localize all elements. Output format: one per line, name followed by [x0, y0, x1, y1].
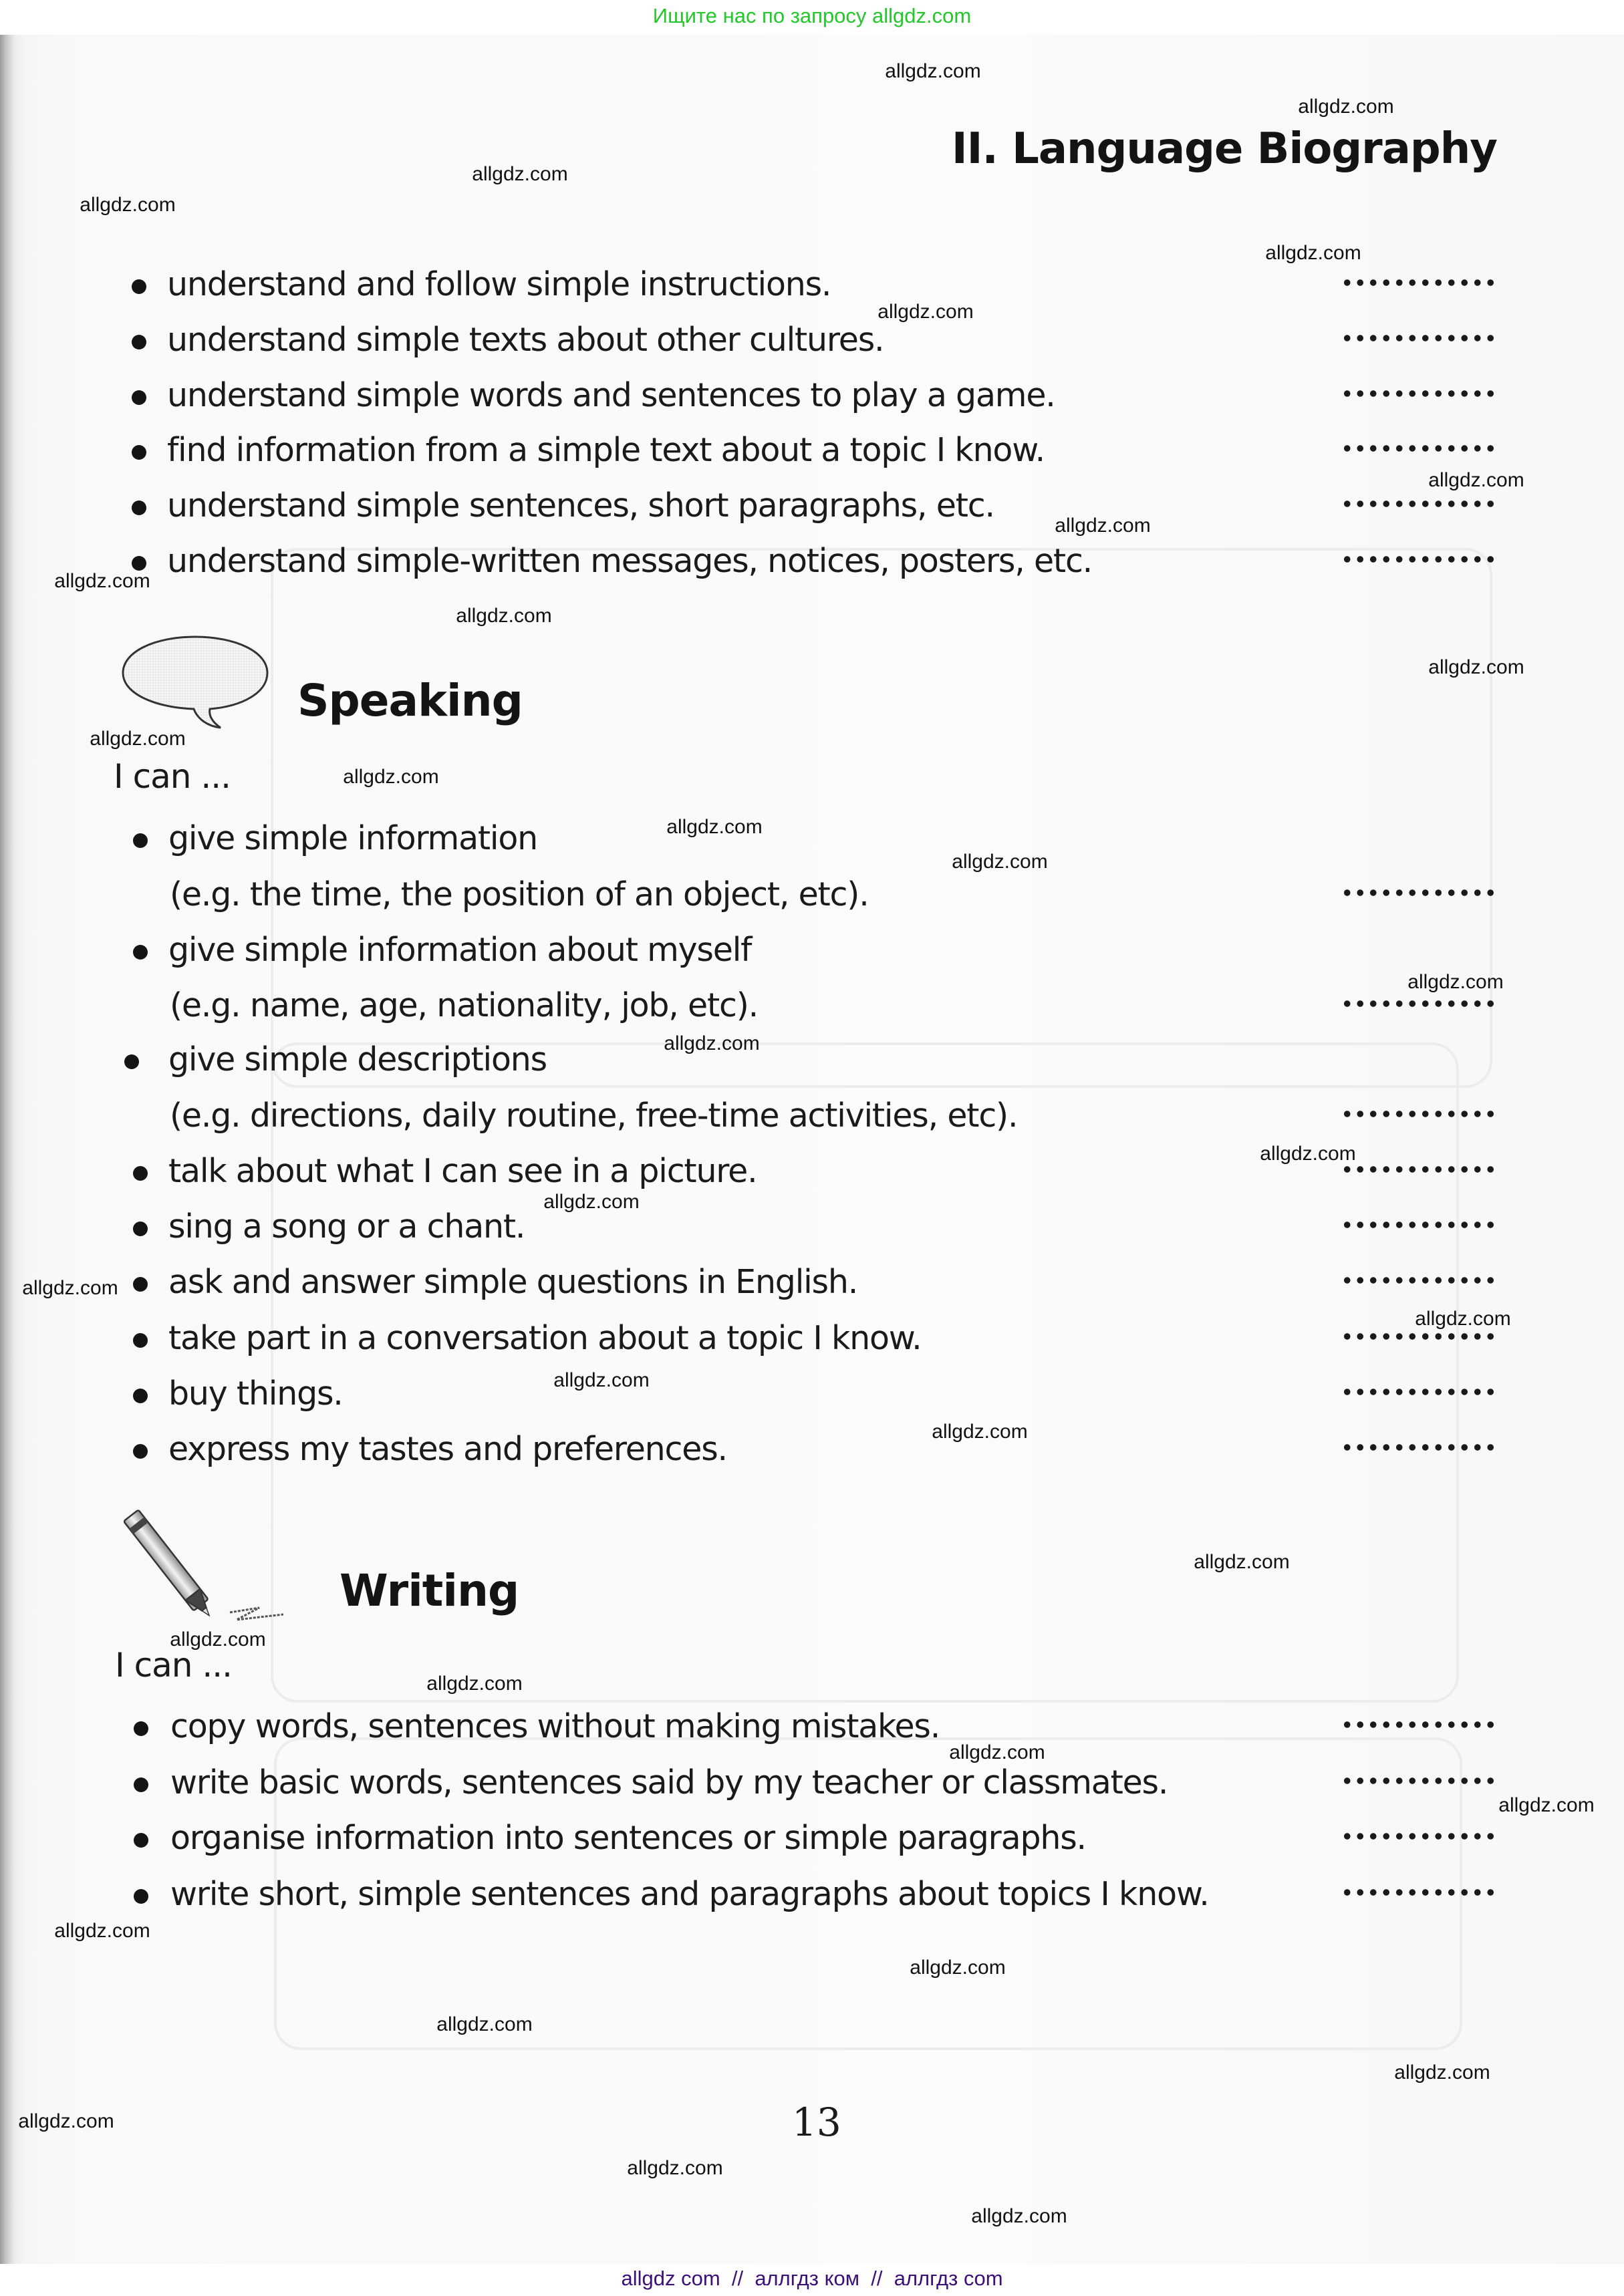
item-text: understand simple sentences, short paragraphs, etc.: [167, 486, 994, 525]
rating-blank[interactable]: [1341, 1776, 1497, 1785]
bullet: [134, 1833, 148, 1848]
writing-intro: I can ...: [115, 1646, 233, 1685]
watermark: allgdz.com: [1260, 1143, 1356, 1165]
bullet: [132, 500, 146, 515]
list-item: [0, 1262, 1624, 1302]
rating-blank[interactable]: [1341, 278, 1497, 287]
bullet: [133, 1444, 148, 1459]
list-item: [0, 430, 1624, 470]
speaking-intro: I can ...: [114, 757, 231, 796]
rating-blank[interactable]: [1341, 1165, 1497, 1174]
list-item: [0, 819, 1624, 859]
bottom-banner: [0, 2264, 1624, 2296]
bullet: [124, 1054, 139, 1069]
watermark: allgdz.com: [80, 194, 176, 216]
list-item: [0, 1151, 1624, 1191]
item-example: (e.g. name, age, nationality, job, etc).: [170, 986, 759, 1024]
watermark: allgdz.com: [170, 1628, 266, 1651]
watermark: allgdz.com: [543, 1191, 640, 1213]
list-item: [0, 1318, 1624, 1358]
bullet: [133, 1333, 148, 1348]
item-text: find information from a simple text about a topic I know.: [167, 431, 1045, 469]
bullet: [133, 945, 148, 960]
watermark: allgdz.com: [553, 1369, 650, 1391]
list-item: [0, 541, 1624, 581]
rating-blank[interactable]: [1341, 1832, 1497, 1841]
watermark: allgdz.com: [949, 1741, 1045, 1763]
bullet: [133, 1222, 148, 1236]
rating-blank[interactable]: [1341, 999, 1497, 1008]
speaking-heading: Speaking: [297, 675, 523, 726]
bullet: [132, 390, 146, 405]
item-text: understand simple words and sentences to play a game.: [167, 376, 1055, 414]
watermark: allgdz.com: [1194, 1551, 1290, 1573]
list-item: [0, 1818, 1624, 1858]
rating-blank[interactable]: [1341, 499, 1497, 509]
watermark: allgdz.com: [1055, 515, 1151, 537]
item-text: give simple information: [168, 819, 537, 857]
item-text: understand and follow simple instructions.: [167, 265, 831, 303]
item-text: write basic words, sentences said by my teacher or classmates.: [170, 1763, 1168, 1802]
watermark: allgdz.com: [1415, 1308, 1511, 1330]
list-item: [0, 1207, 1624, 1247]
rating-blank[interactable]: [1341, 389, 1497, 398]
item-text: sing a song or a chant.: [168, 1207, 525, 1246]
watermark: allgdz.com: [90, 728, 186, 750]
page-number: 13: [792, 2100, 841, 2145]
item-text: understand simple texts about other cultures.: [167, 321, 884, 359]
top-banner-text: Ищите нас по запросу allgdz.com: [652, 4, 972, 27]
watermark: allgdz.com: [456, 605, 552, 627]
item-text: ask and answer simple questions in English.: [168, 1263, 858, 1301]
bullet: [132, 556, 146, 571]
bottom-banner-text[interactable]: allgdz com // аллгдз ком // аллгдз com: [621, 2267, 1003, 2290]
rating-blank[interactable]: [1341, 888, 1497, 897]
list-item: [0, 1374, 1624, 1414]
watermark: allgdz.com: [664, 1032, 760, 1054]
page-title: II. Language Biography: [951, 124, 1497, 174]
writing-heading: Writing: [340, 1565, 519, 1616]
list-item-example: [0, 1096, 1624, 1136]
watermark: allgdz.com: [885, 60, 981, 82]
pencil-icon: [118, 1502, 291, 1626]
watermark: allgdz.com: [1265, 242, 1361, 264]
rating-blank[interactable]: [1341, 1387, 1497, 1397]
list-item: [0, 1707, 1624, 1747]
item-text: give simple descriptions: [168, 1040, 547, 1079]
watermark: allgdz.com: [18, 2110, 114, 2132]
watermark: allgdz.com: [1428, 656, 1524, 678]
item-text: talk about what I can see in a picture.: [168, 1152, 757, 1190]
watermark: allgdz.com: [1394, 2061, 1490, 2084]
list-item: [0, 1874, 1624, 1914]
item-text: buy things.: [168, 1375, 343, 1413]
rating-blank[interactable]: [1341, 1720, 1497, 1729]
list-item-example: [0, 986, 1624, 1026]
list-item: [0, 1429, 1624, 1469]
rating-blank[interactable]: [1341, 444, 1497, 453]
watermark: allgdz.com: [1407, 971, 1504, 993]
rating-blank[interactable]: [1341, 1443, 1497, 1452]
speech-bubble-icon: [115, 631, 275, 732]
rating-blank[interactable]: [1341, 1276, 1497, 1285]
list-item: [0, 930, 1624, 970]
watermark: allgdz.com: [426, 1673, 523, 1695]
watermark: allgdz.com: [54, 570, 150, 592]
item-text: copy words, sentences without making mistakes.: [170, 1707, 940, 1745]
watermark: allgdz.com: [343, 766, 439, 788]
bullet: [133, 833, 148, 848]
list-item: [0, 486, 1624, 526]
bullet: [133, 1389, 148, 1403]
bullet: [132, 279, 146, 294]
item-text: write short, simple sentences and paragraphs about topics I know.: [170, 1875, 1209, 1913]
rating-blank[interactable]: [1341, 1888, 1497, 1897]
bullet: [134, 1777, 148, 1792]
item-example: (e.g. the time, the position of an object, etc).: [170, 875, 869, 913]
rating-blank[interactable]: [1341, 1109, 1497, 1119]
watermark: allgdz.com: [436, 2013, 533, 2035]
watermark: allgdz.com: [1298, 96, 1394, 118]
bullet: [132, 445, 146, 460]
watermark: allgdz.com: [22, 1277, 118, 1299]
bullet: [133, 1277, 148, 1292]
list-item: [0, 1040, 1624, 1080]
list-item: [0, 320, 1624, 360]
top-banner: [0, 0, 1624, 35]
watermark: allgdz.com: [877, 301, 974, 323]
rating-blank[interactable]: [1341, 333, 1497, 343]
watermark: allgdz.com: [932, 1421, 1028, 1443]
bullet: [132, 335, 146, 349]
watermark: allgdz.com: [971, 2205, 1067, 2227]
watermark: allgdz.com: [952, 851, 1048, 873]
list-item: [0, 265, 1624, 305]
item-example: (e.g. directions, daily routine, free-time activities, etc).: [170, 1097, 1018, 1135]
bullet: [133, 1166, 148, 1181]
item-text: understand simple-written messages, notices, posters, etc.: [167, 542, 1093, 580]
watermark: allgdz.com: [1428, 469, 1524, 491]
bullet: [134, 1889, 148, 1904]
watermark: allgdz.com: [627, 2157, 723, 2179]
list-item: [0, 376, 1624, 416]
item-text: organise information into sentences or simple paragraphs.: [170, 1819, 1086, 1857]
bullet: [134, 1721, 148, 1736]
rating-blank[interactable]: [1341, 1220, 1497, 1230]
watermark: allgdz.com: [666, 816, 763, 838]
list-item: [0, 1763, 1624, 1803]
rating-blank[interactable]: [1341, 555, 1497, 564]
watermark: allgdz.com: [910, 1957, 1006, 1979]
item-text: give simple information about myself: [168, 931, 752, 969]
list-item-example: [0, 875, 1624, 915]
watermark: allgdz.com: [54, 1920, 150, 1942]
item-text: take part in a conversation about a topic I know.: [168, 1319, 922, 1357]
watermark: allgdz.com: [1498, 1794, 1595, 1816]
watermark: allgdz.com: [472, 163, 568, 185]
rating-blank[interactable]: [1341, 1332, 1497, 1341]
item-text: express my tastes and preferences.: [168, 1430, 727, 1468]
